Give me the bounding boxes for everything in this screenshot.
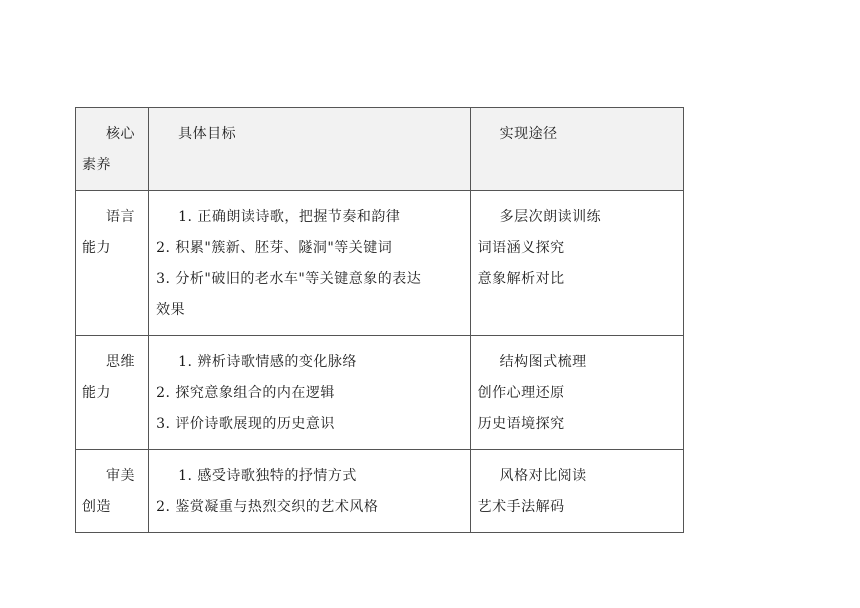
- header-core-literacy-line-1: 核心: [106, 126, 135, 142]
- row-goals-cell: [149, 450, 471, 533]
- literacy-line: 语言: [106, 209, 135, 225]
- goal-line: 1. 正确朗读诗歌，把握节奏和韵律: [178, 209, 401, 225]
- goal-line: 3. 分析"破旧的老水车"等关键意象的表达: [156, 271, 422, 287]
- header-specific-goals: 具体目标: [178, 126, 237, 142]
- header-cell-specific-goals: [149, 108, 471, 191]
- header-approaches: 实现途径: [499, 126, 558, 142]
- literacy-line: 能力: [82, 385, 111, 401]
- approach-line: 创作心理还原: [477, 385, 565, 401]
- literacy-line: 思维: [106, 354, 135, 370]
- approach-line: 风格对比阅读: [499, 468, 587, 484]
- goal-line: 1. 辨析诗歌情感的变化脉络: [178, 354, 357, 370]
- goal-line: 3. 评价诗歌展现的历史意识: [156, 416, 335, 432]
- table-row: [76, 336, 684, 450]
- approach-line: 意象解析对比: [477, 271, 565, 287]
- goal-line: 2. 积累"簇新、胚芽、隧洞"等关键词: [156, 240, 393, 256]
- literacy-line: 能力: [82, 240, 111, 256]
- approach-line: 艺术手法解码: [477, 499, 565, 515]
- row-goals-cell: [149, 336, 471, 450]
- approach-line: 结构图式梳理: [499, 354, 587, 370]
- row-literacy-cell: [76, 191, 149, 336]
- row-approaches-cell: [470, 336, 683, 450]
- literacy-line: 创造: [82, 499, 111, 515]
- table-row: [76, 191, 684, 336]
- row-approaches-cell: [470, 450, 683, 533]
- table-row: [76, 450, 684, 533]
- header-cell-core-literacy: [76, 108, 149, 191]
- header-cell-approaches: [470, 108, 683, 191]
- approach-line: 历史语境探究: [477, 416, 565, 432]
- row-goals-cell: [149, 191, 471, 336]
- table-header-row: [76, 108, 684, 191]
- objectives-table: [75, 107, 684, 533]
- approach-line: 多层次朗读训练: [499, 209, 602, 225]
- row-literacy-cell: [76, 450, 149, 533]
- goal-line: 1. 感受诗歌独特的抒情方式: [178, 468, 357, 484]
- goal-line: 效果: [156, 302, 186, 318]
- row-approaches-cell: [470, 191, 683, 336]
- goal-line: 2. 探究意象组合的内在逻辑: [156, 385, 335, 401]
- goal-line: 2. 鉴赏凝重与热烈交织的艺术风格: [156, 499, 379, 515]
- approach-line: 词语涵义探究: [477, 240, 565, 256]
- row-literacy-cell: [76, 336, 149, 450]
- literacy-line: 审美: [106, 468, 135, 484]
- header-core-literacy-line-2: 素养: [82, 157, 111, 173]
